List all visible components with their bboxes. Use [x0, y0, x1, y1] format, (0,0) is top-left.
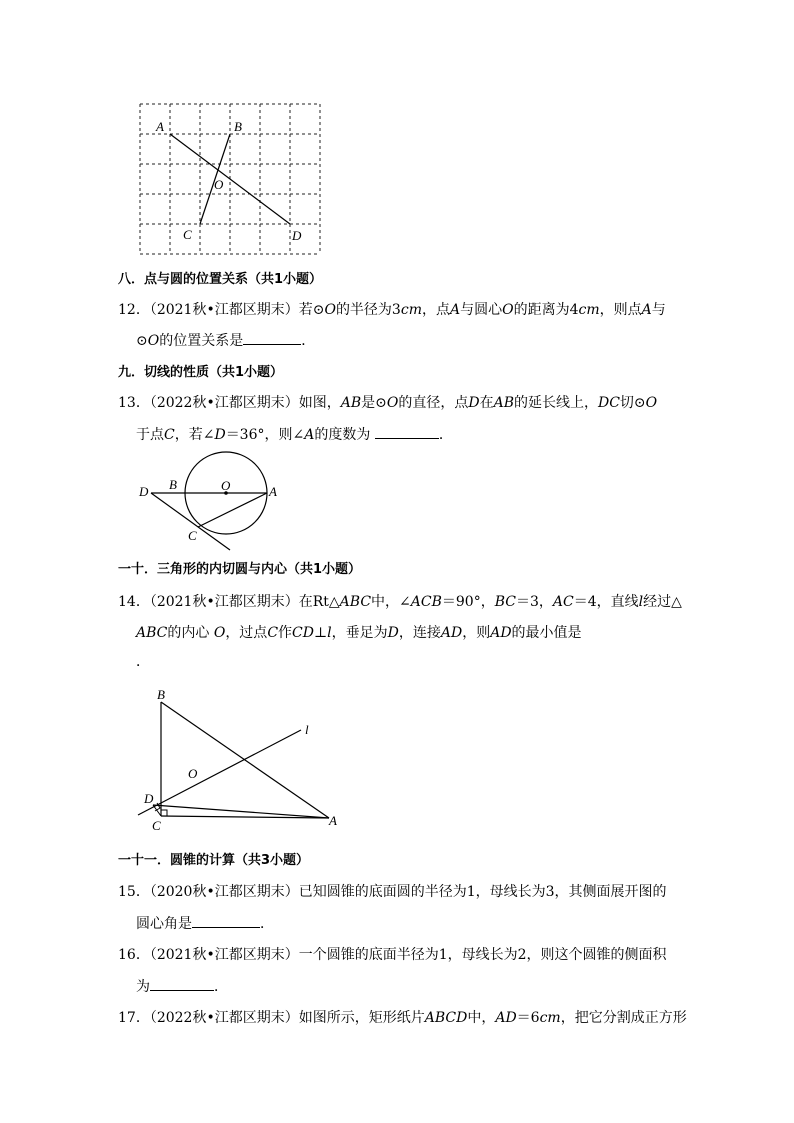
answer-blank-16[interactable]: [150, 976, 214, 991]
answer-blank-12[interactable]: [243, 330, 301, 345]
label-d: D: [144, 791, 154, 806]
label-a: A: [269, 484, 277, 499]
question-13-line-2: 于点C，若∠D＝36°，则∠A的度数为 ．: [136, 424, 453, 445]
grid-figure: [130, 100, 330, 260]
label-o: O: [188, 766, 198, 781]
label-a: A: [329, 813, 337, 828]
question-15-line-2: 圆心角是 ．: [136, 913, 274, 934]
label-b: B: [169, 477, 177, 492]
question-15-line-1: 15．（2020秋•江都区期末）已知圆锥的底面圆的半径为1，母线长为3，其侧面展开图的: [118, 884, 667, 900]
triangle-figure: [130, 684, 350, 838]
answer-blank-15[interactable]: [192, 913, 260, 928]
answer-blank-13[interactable]: [375, 424, 439, 439]
label-b: B: [234, 119, 242, 134]
question-16-line-2: 为 ．: [136, 976, 228, 997]
question-17-line-1: 17．（2022秋•江都区期末）如图所示，矩形纸片ABCD中，AD＝6cm，把它分割成正方形: [118, 1010, 687, 1026]
question-16-line-1: 16．（2021秋•江都区期末）一个圆锥的底面半径为1，母线长为2，则这个圆锥的侧面积: [118, 947, 667, 963]
label-l: l: [305, 722, 309, 737]
label-a: A: [156, 119, 164, 134]
segment-ca: [198, 493, 267, 527]
label-b: B: [157, 687, 165, 702]
section-11-heading: 一十一．圆锥的计算（共3小题）: [118, 853, 310, 868]
label-c: C: [188, 528, 197, 543]
segment-cd: [153, 805, 161, 816]
side-ab: [161, 702, 329, 818]
question-14-line-3: ．: [136, 654, 150, 670]
section-10-heading: 一十．三角形的内切圆与内心（共1小题）: [118, 562, 362, 577]
label-o: O: [214, 177, 224, 192]
question-12-line-1: 12．（2021秋•江都区期末）若⊙O的半径为3cm，点A与圆心O的距离为4cm，则点A与: [118, 302, 666, 318]
question-13-line-1: 13．（2022秋•江都区期末）如图，AB是⊙O的直径，点D在AB的延长线上，DC切⊙O: [118, 395, 658, 411]
label-o: O: [221, 478, 231, 493]
label-c: C: [183, 227, 192, 242]
section-9-heading: 九．切线的性质（共1小题）: [118, 365, 284, 380]
question-14-line-1: 14．（2021秋•江都区期末）在Rt△ABC中，∠ACB＝90°，BC＝3，AC＝4，直线l经过△: [118, 594, 682, 610]
label-c: C: [152, 818, 161, 833]
section-8-heading: 八．点与圆的位置关系（共1小题）: [118, 272, 323, 287]
label-d: D: [292, 228, 302, 243]
circle-figure: [134, 450, 294, 554]
question-14-line-2: ABC的内心 O，过点C作CD⊥l，垂足为D，连接AD，则AD的最小值是: [136, 625, 582, 641]
label-d: D: [139, 484, 149, 499]
question-12-line-2: ⊙O的位置关系是 ．: [136, 330, 315, 351]
right-angle-mark-c: [161, 810, 167, 816]
